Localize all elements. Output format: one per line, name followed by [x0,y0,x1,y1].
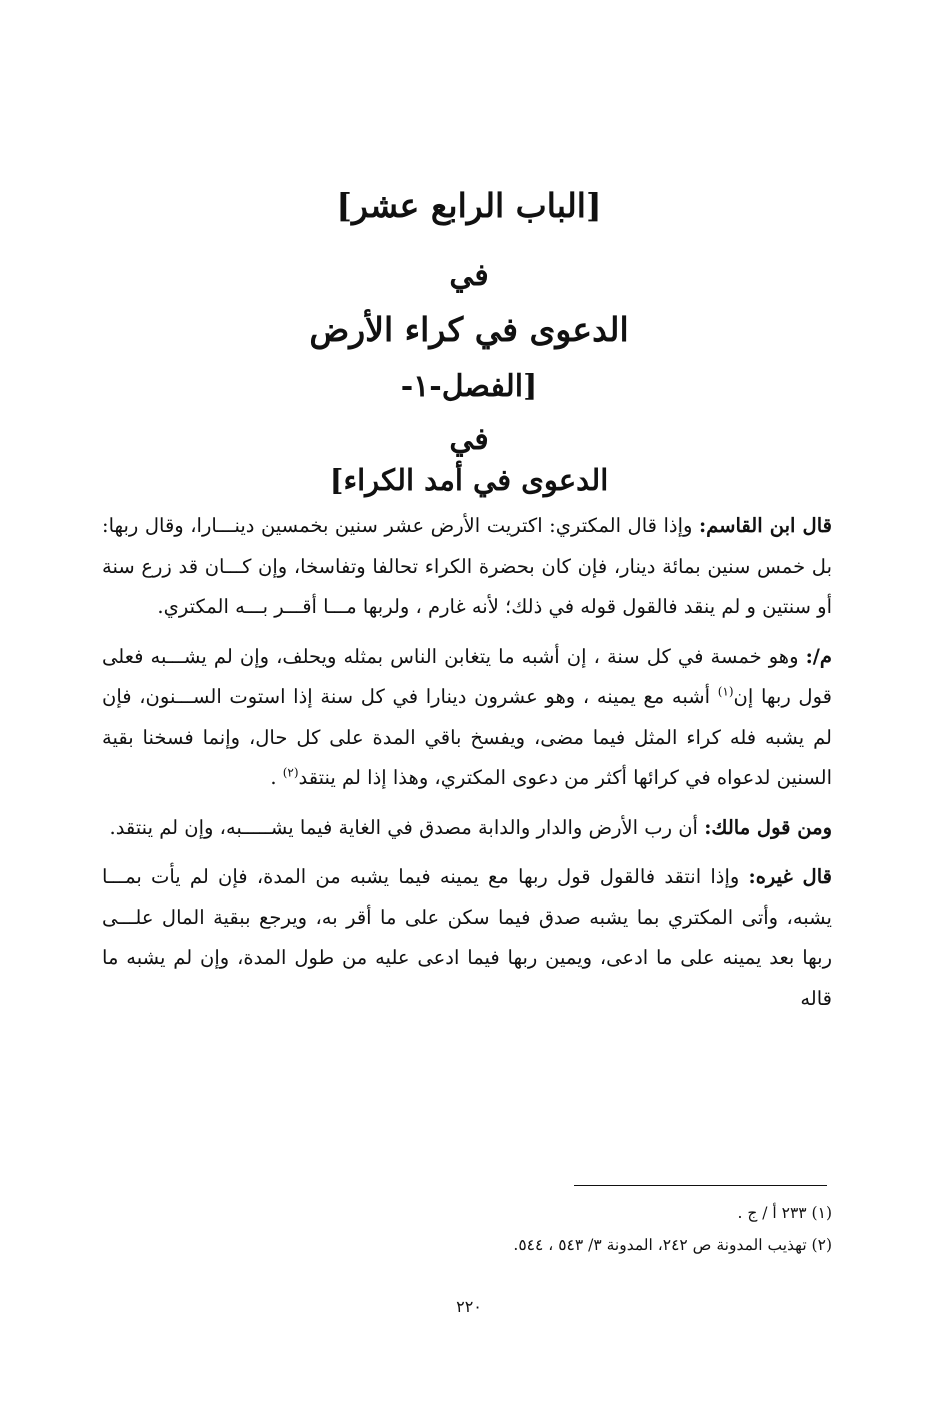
chapter-connector: في [449,258,489,293]
paragraph-text: . [270,766,283,789]
body-text [102,506,832,1028]
section-connector: في [449,422,489,457]
footnotes [102,1197,832,1261]
footnote: (١) ٢٣٣ أ / ج . [737,1204,832,1222]
paragraph [102,857,832,1019]
footnote-divider [574,1185,827,1186]
footnote-ref: (٢) [282,765,299,780]
paragraph-text: وهو خمسة في كل سنة ، إن أشبه ما يتغابن الناس بمثله ويحلف، وإن لم يشـــبه فعلى قول ربها إن [102,644,832,708]
chapter-heading: [الباب الرابع عشر] [336,186,602,225]
paragraph [102,808,832,849]
paragraph-lead: قال غيره: [748,865,832,888]
chapter-title: الدعوى في كراء الأرض [309,310,629,349]
paragraph-lead: ومن قول مالك: [704,815,832,839]
paragraph-text: وإذا قال المكتري: اكتريت الأرض عشر سنين بخمسين دينـــارا، وقال ربها: بل خمس سنين بمائة دينار، فإن كان بحضرة الكراء تحالفا وتفاسخا، وإن كـــان قد زرع سنة أو سنتين و لم ينقد فالقول قوله في ذلك؛ لأنه غارم ، ولربها مـــا أقـــر بـــه المكتري. [102,514,832,618]
paragraph-lead: م/: [805,644,832,668]
paragraph-text: أن رب الأرض والدار والدابة مصدق في الغاية فيما يشـــــبه، وإن لم ينتقد. [109,815,705,839]
paragraph [102,506,832,628]
section-heading: [الفصل-١- [400,369,538,404]
section-title: الدعوى في أمد الكراء] [329,463,609,497]
page-number: ٢٢٠ [456,1297,482,1316]
paragraph-text: أشبه مع يمينه ، وهو عشرون دينارا في كل سنة إذا استوت الســـنون، فإن لم يشبه فله كراء المثل فيما مضى، ويفسخ باقي المدة على كل حال، وإنما فسخنا بقية السنين لدعواه في كرائها أكثر من دعوى المكتري، وهذا إذا لم ينتقد [102,685,832,789]
paragraph [102,637,832,799]
paragraph-text: وإذا انتقد فالقول قول ربها مع يمينه فيما يشبه من المدة، فإن لم يأت بمـــا يشبه، وأتى المكتري بما يشبه صدق فيما سكن على ما أقر به، ويرجع ببقية المال علـــى ربها بعد يمينه على ما ادعى، ويمين ربها فيما ادعى عليه من طول المدة، وإن لم يشبه ما قاله [102,865,832,1010]
footnote: (٢) تهذيب المدونة ص ٢٤٢، المدونة ٣/ ٥٤٣ ، ٥٤٤. [513,1236,832,1254]
paragraph-lead: قال ابن القاسم: [698,514,832,537]
footnote-ref: (١) [717,684,734,699]
